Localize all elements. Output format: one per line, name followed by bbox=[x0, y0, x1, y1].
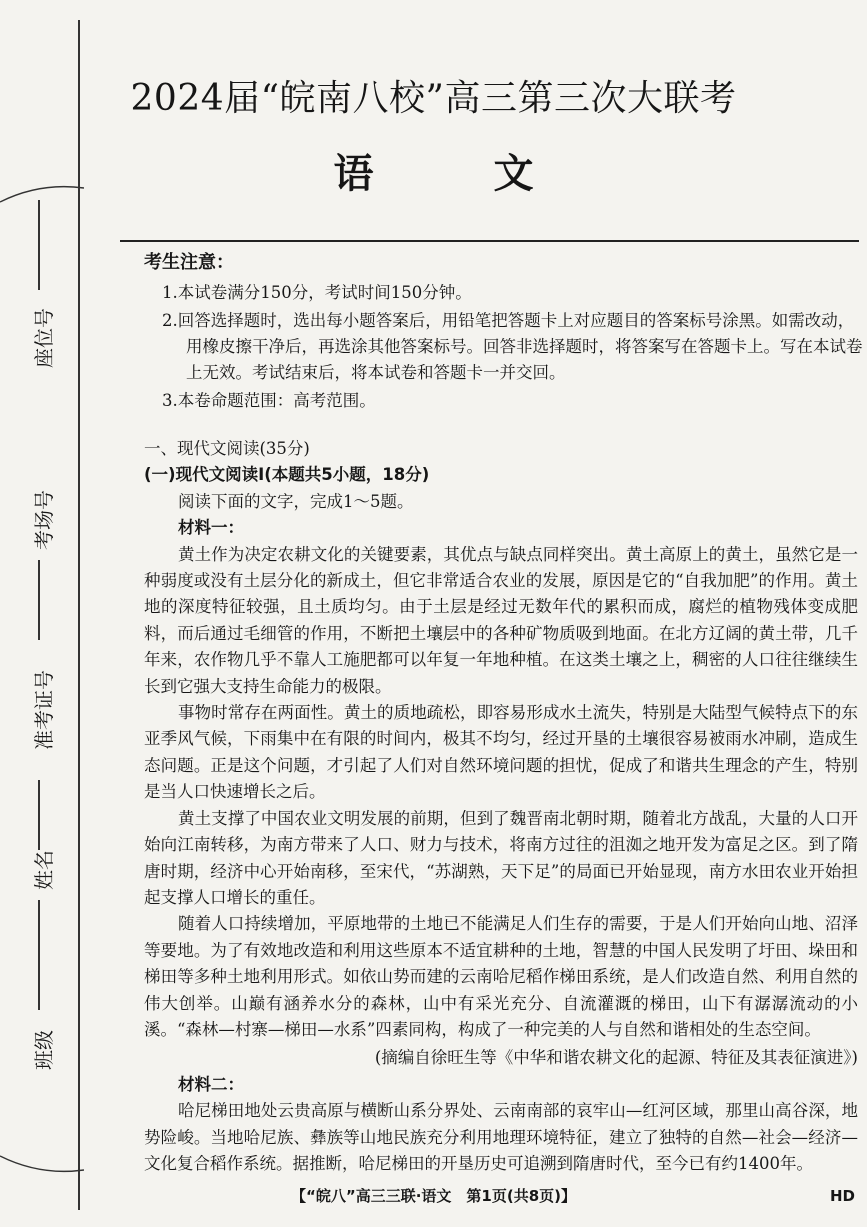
name-underline bbox=[38, 900, 40, 1010]
footer-code: HD bbox=[829, 1187, 855, 1205]
material-label: 材料一： bbox=[178, 518, 244, 538]
admission-ticket-underline bbox=[38, 780, 40, 850]
name-label: 姓名 bbox=[32, 850, 56, 890]
exam-room-underline bbox=[38, 560, 40, 640]
subject-title: 语文 bbox=[333, 151, 654, 197]
notice-item: 3.本卷命题范围：高考范围。 bbox=[162, 391, 376, 410]
class-underline bbox=[38, 1000, 40, 1010]
class-label: 班级 bbox=[32, 1030, 56, 1070]
paragraph: 事物时常存在两面性。黄土的质地疏松，即容易形成水土流失，特别是大陆型气候特点下的东亚季风气候，下雨集中在有限的时间内，极其不均匀，经过开垦的土壤很容易被雨水冲刷，造成生态问题。正是这个问题，才引起了人们对自然环境问题的担忧，促成了和谐共生理念的产生，特别是当人口快速增长之后。 bbox=[144, 703, 858, 802]
paragraph: 随着人口持续增加，平原地带的土地已不能满足人们生存的需要，于是人们开始向山地、沼泽等要地。为了有效地改造和利用这些原本不适宜耕种的土地，智慧的中国人民发明了圩田、垛田和梯田等多种土地利用形式。如依山势而建的云南哈尼稻作梯田系统，是人们改造自然、利用自然的伟大创举。山巅有涵养水分的森林，山中有采光充分、自流灌溉的梯田，山下有潺潺流动的小溪。“森林—村寨—梯田—水系”四素同构，构成了一种完美的人与自然和谐相处的生态空间。 bbox=[144, 914, 858, 1039]
seat-number-underline bbox=[38, 200, 40, 290]
subsection-heading: (一)现代文阅读Ⅰ(本题共5小题，18分) bbox=[144, 465, 430, 485]
admission-ticket-label: 准考证号 bbox=[32, 670, 56, 750]
header-rule bbox=[120, 240, 859, 242]
seat-number-label: 座位号 bbox=[32, 308, 56, 368]
notice-item: 1.本试卷满分150分，考试时间150分钟。 bbox=[162, 283, 472, 302]
exam-notice bbox=[144, 248, 864, 414]
section-heading: 一、现代文阅读(35分) bbox=[144, 439, 310, 458]
paragraph: 黄土作为决定农耕文化的关键要素，其优点与缺点同样突出。黄土高原上的黄土，虽然它是一种弱度或没有土层分化的新成土，但它非常适合农业的发展，原因是它的“自我加肥”的作用。黄土地的深度特征较强，且土质均匀。由于土层是经过无数年代的累积而成，腐烂的植物残体变成肥料，而后通过毛细管的作用，不断把土壤层中的各种矿物质吸到地面。在北方辽阔的黄土带，几千年来，农作物几乎不靠人工施肥都可以年复一年地种植。在这类土壤之上，稠密的人口往往继续生长到它强大支持生命能力的极限。 bbox=[144, 544, 858, 696]
instruction-text: 阅读下面的文字，完成1～5题。 bbox=[178, 491, 414, 511]
source-citation: (摘编自徐旺生等《中华和谐农耕文化的起源、特征及其表征演进》) bbox=[374, 1048, 858, 1068]
paragraph: 黄土支撑了中国农业文明发展的前期，但到了魏晋南北朝时期，随着北方战乱，大量的人口开始向江南转移，为南方带来了人口、财力与技术，将南方过往的沮洳之地开发为富足之区。到了隋唐时期，经济中心开始南移，至宋代，“苏湖熟，天下足”的局面已开始显现，南方水田农业开始担起支撑人口增长的重任。 bbox=[144, 808, 858, 907]
notice-heading: 考生注意： bbox=[144, 252, 234, 273]
exam-title: 2024届“皖南八校”高三第三次大联考 bbox=[130, 78, 737, 119]
page-footer: 【“皖八”高三三联·语文 第1页(共8页)】 bbox=[290, 1187, 576, 1205]
binding-curve-bottom bbox=[0, 1150, 84, 1180]
reading-section bbox=[144, 436, 858, 1177]
paragraph: 哈尼梯田地处云贵高原与横断山系分界处、云南南部的哀牢山—红河区域，那里山高谷深，地势险峻。当地哈尼族、彝族等山地民族充分利用地理环境特征，建立了独特的自然—社会—经济—文化复合稻作系统。据推断，哈尼梯田的开垦历史可追溯到隋唐时代，至今已有约1400年。 bbox=[144, 1101, 858, 1173]
material-label: 材料二： bbox=[178, 1074, 244, 1094]
exam-room-label: 考场号 bbox=[32, 490, 56, 550]
notice-item: 2.回答选择题时，选出每小题答案后，用铅笔把答题卡上对应题目的答案标号涂黑。如需改动，用橡皮擦干净后，再选涂其他答案标号。回答非选择题时，将答案写在答题卡上。写在本试卷上无效。考试结束后，将本试卷和答题卡一并交回。 bbox=[162, 311, 863, 382]
